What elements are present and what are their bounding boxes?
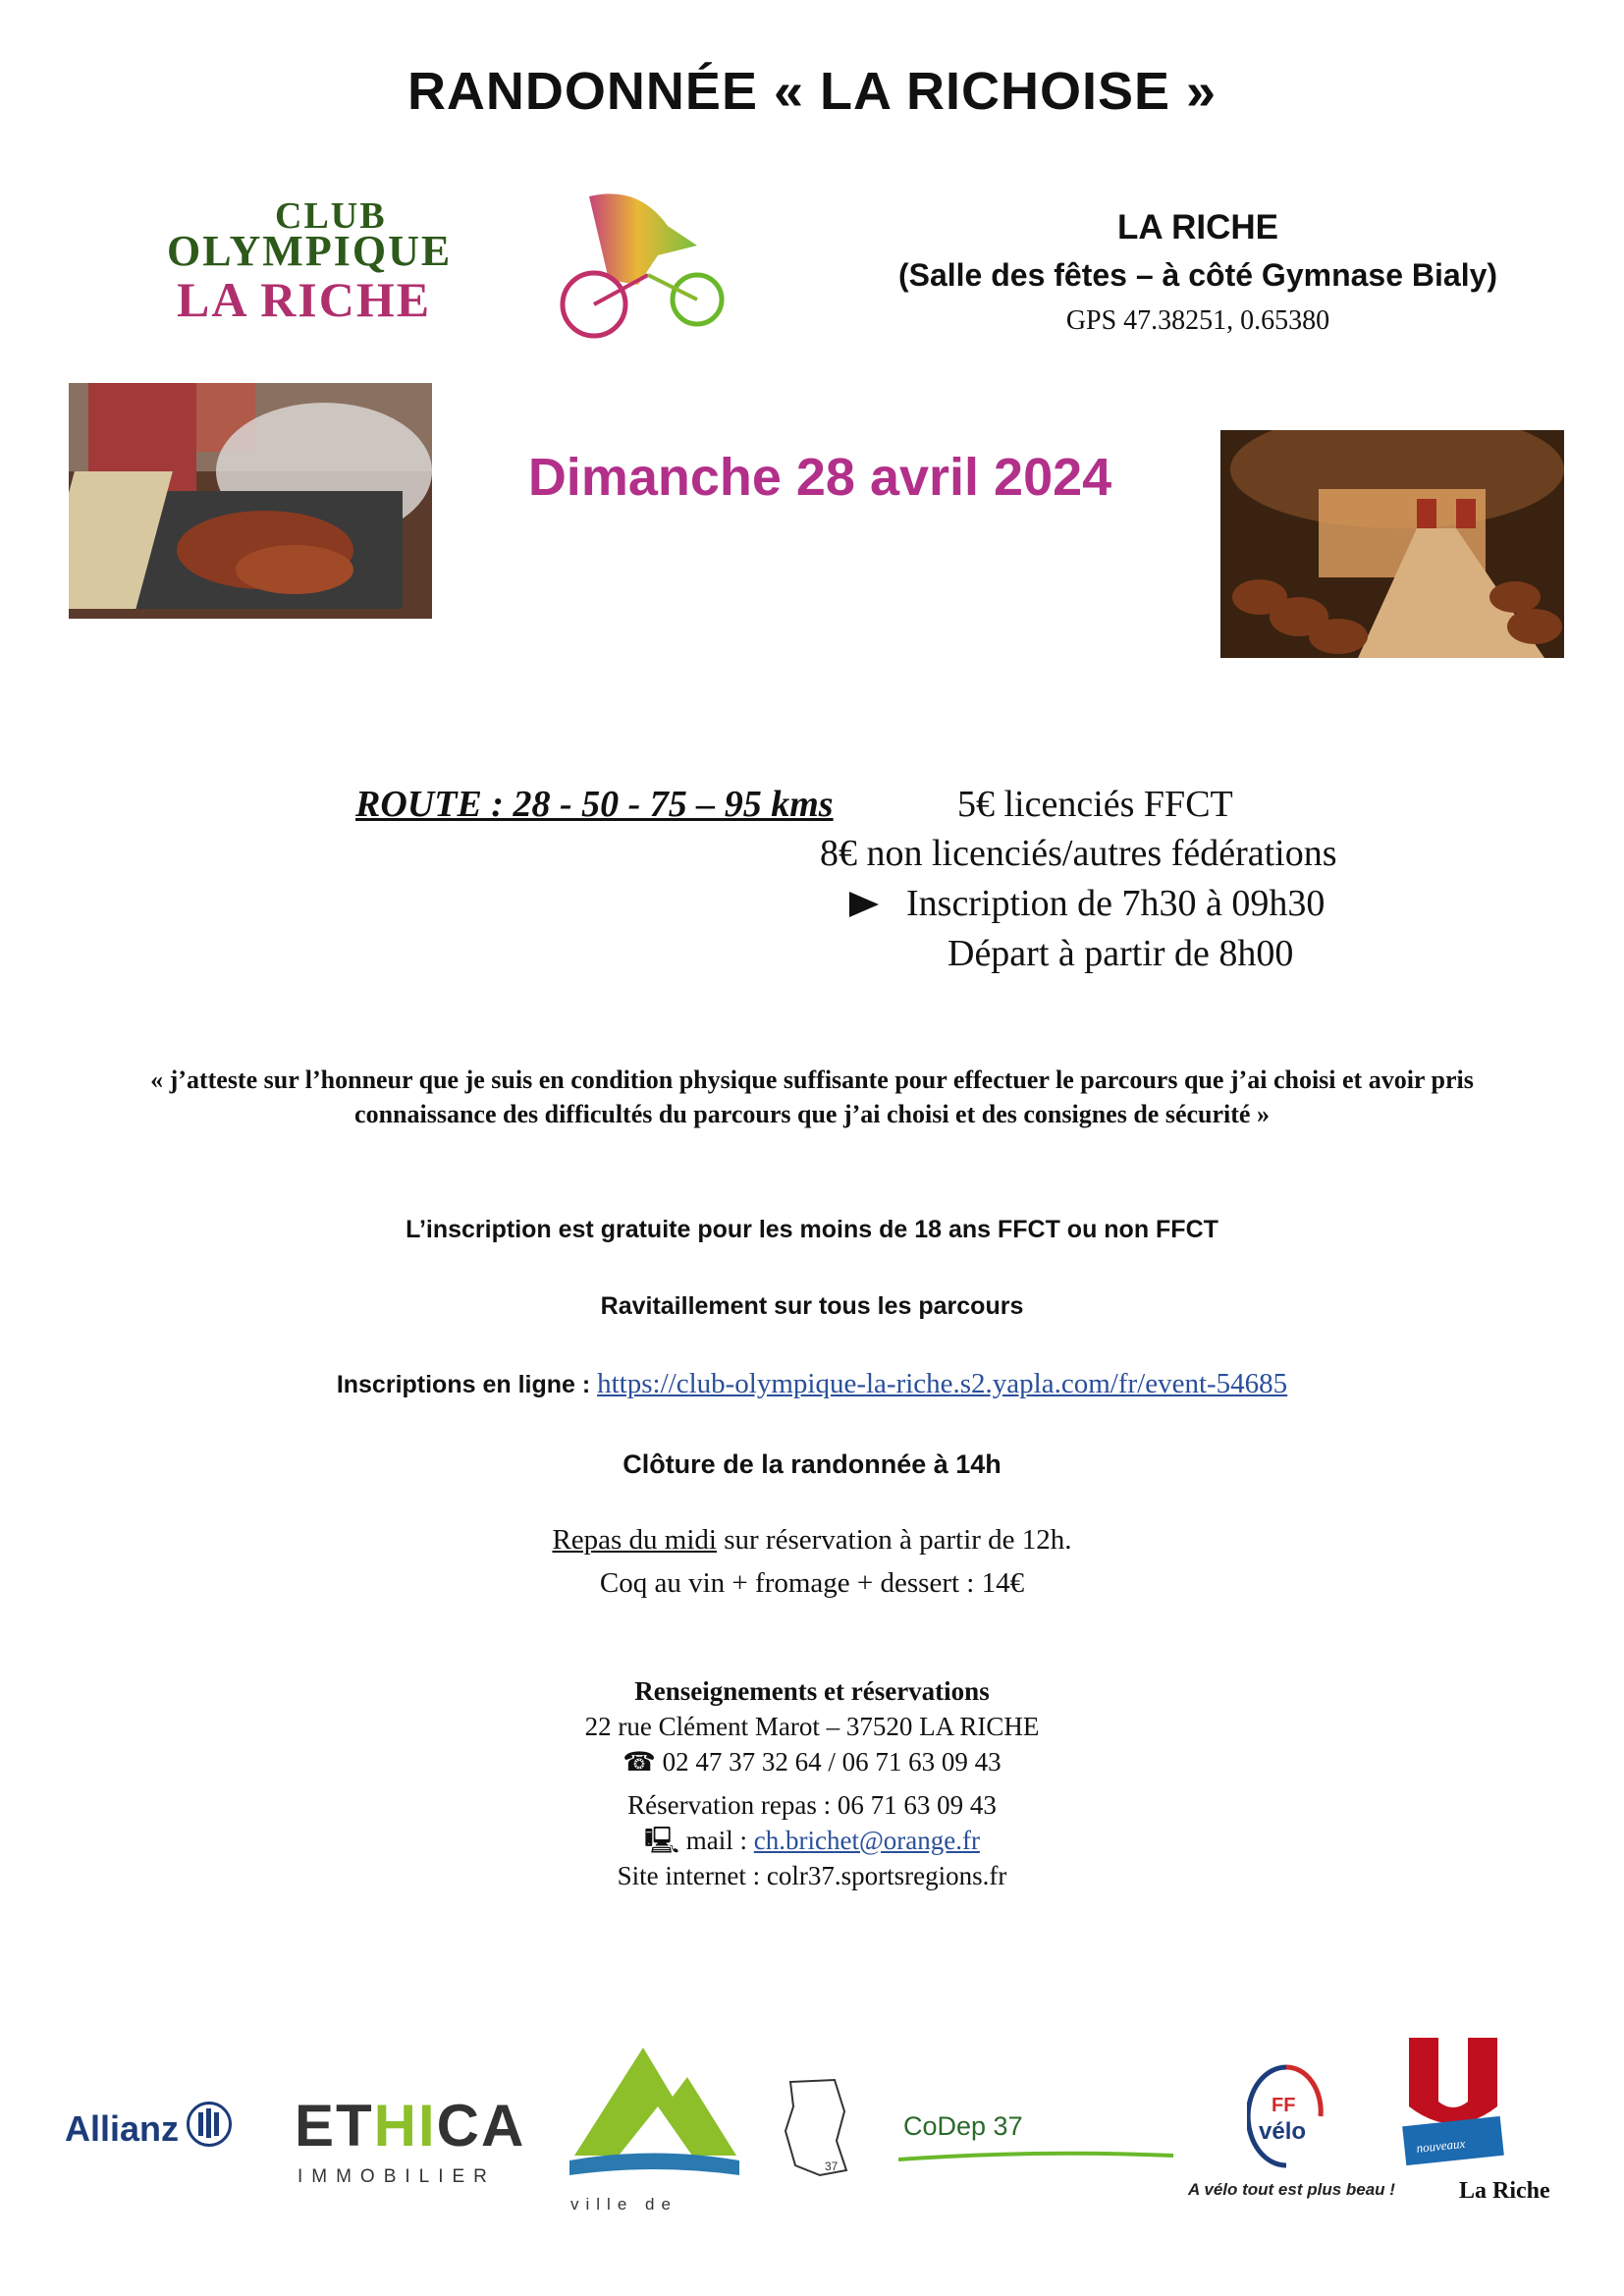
ethica-text-a: ET: [295, 2093, 374, 2159]
contact-address: 22 rue Clément Marot – 37520 LA RICHE: [584, 1712, 1040, 1741]
club-olympique-logo: [167, 187, 736, 344]
allianz-eagle-icon: [187, 2102, 232, 2147]
ravitaillement-note: Ravitaillement sur tous les parcours: [600, 1292, 1024, 1320]
attestation-text: « j’atteste sur l’honneur que je suis en condition physique suffisante pour effectuer le parcours que j’ai choisi et avoir pris connaissance des difficultés du parcours que j’ai choisi et des consignes de sécurité »: [150, 1066, 1474, 1128]
svg-text:vélo: vélo: [1259, 2118, 1307, 2145]
codep-swoosh-icon: [898, 2146, 1173, 2165]
ville-la-riche-logo: [565, 2038, 741, 2224]
contact-website: Site internet : colr37.sportsregions.fr: [617, 1861, 1007, 1890]
mail-label: 🖳 mail :: [643, 1826, 754, 1855]
route-block: [0, 783, 1624, 979]
club-logo-line2: OLYMPIQUE: [167, 227, 453, 275]
venue-block: [805, 208, 1591, 337]
ethica-text-c: CA: [436, 2093, 526, 2159]
club-logo-line1: CLUB: [275, 195, 387, 237]
ff-velo-tagline: A vélo tout est plus beau !: [1188, 2180, 1395, 2199]
inscription-hours: [849, 882, 1325, 925]
meal-menu: Coq au vin + fromage + dessert : 14€: [599, 1567, 1025, 1599]
price-ffct: 5€ licenciés FFCT: [957, 784, 1233, 825]
cyclist-icon: [550, 187, 736, 344]
play-arrow-icon: [849, 892, 879, 917]
club-logo-line3: LA RICHE: [177, 272, 432, 327]
free-registration-note: L’inscription est gratuite pour les moins de 18 ans FFCT ou non FFCT: [406, 1216, 1218, 1243]
ville-logo-text: ville de: [570, 2195, 677, 2214]
venue-gps: GPS 47.38251, 0.65380: [1065, 305, 1330, 336]
online-registration-link[interactable]: https://club-olympique-la-riche.s2.yapla.com/fr/event-54685: [597, 1368, 1288, 1399]
online-registration-label: Inscriptions en ligne :: [336, 1371, 598, 1398]
svg-text:FF: FF: [1272, 2095, 1296, 2116]
allianz-text: Allianz: [65, 2108, 180, 2149]
u-nouveaux-commercants-logo: [1394, 2033, 1512, 2170]
meal-reservation-phone: Réservation repas : 06 71 63 09 43: [627, 1790, 997, 1820]
wine-cave-photo: [1220, 430, 1564, 658]
comite-departemental-logo: [776, 2072, 854, 2180]
barbecue-photo: [69, 383, 432, 619]
contact-block: [0, 1673, 1624, 1893]
allianz-logo: [65, 2102, 232, 2150]
ethica-subtitle: IMMOBILIER: [298, 2166, 496, 2187]
event-date: Dimanche 28 avril 2024: [527, 448, 1112, 507]
meal-heading: Repas du midi: [552, 1524, 717, 1556]
ff-velo-logo: [1247, 2062, 1326, 2170]
svg-text:37: 37: [825, 2159, 839, 2173]
departure-time: Départ à partir de 8h00: [947, 933, 1294, 974]
ethica-text-b: HI: [373, 2093, 437, 2159]
meal-reservation-note: sur réservation à partir de 12h.: [716, 1524, 1072, 1556]
sponsors-bar: [0, 1994, 1624, 2269]
meal-block: [0, 1518, 1624, 1605]
online-registration: [0, 1368, 1624, 1400]
u-logo-caption: La Riche: [1459, 2178, 1550, 2204]
contact-mail: [0, 1823, 1624, 1858]
inscription-text: Inscription de 7h30 à 09h30: [906, 883, 1326, 924]
ethica-logo: [295, 2092, 525, 2159]
venue-hall: (Salle des fêtes – à côté Gymnase Bialy): [897, 257, 1498, 293]
contact-title: Renseignements et réservations: [634, 1676, 990, 1706]
route-title: ROUTE : 28 - 50 - 75 – 95 kms: [355, 784, 834, 825]
page-title: RANDONNÉE « LA RICHOISE »: [406, 62, 1218, 121]
price-non-licensed: 8€ non licenciés/autres fédérations: [820, 833, 1337, 874]
closure-time: Clôture de la randonnée à 14h: [623, 1449, 1001, 1479]
meal-line1: [0, 1518, 1624, 1561]
venue-name: LA RICHE: [1117, 208, 1278, 246]
codep-37-logo: CoDep 37: [903, 2111, 1023, 2141]
contact-phone: ☎ 02 47 37 32 64 / 06 71 63 09 43: [623, 1747, 1001, 1777]
mail-link[interactable]: ch.brichet@orange.fr: [753, 1826, 981, 1855]
svg-text:nouveaux: nouveaux: [1415, 2135, 1466, 2156]
